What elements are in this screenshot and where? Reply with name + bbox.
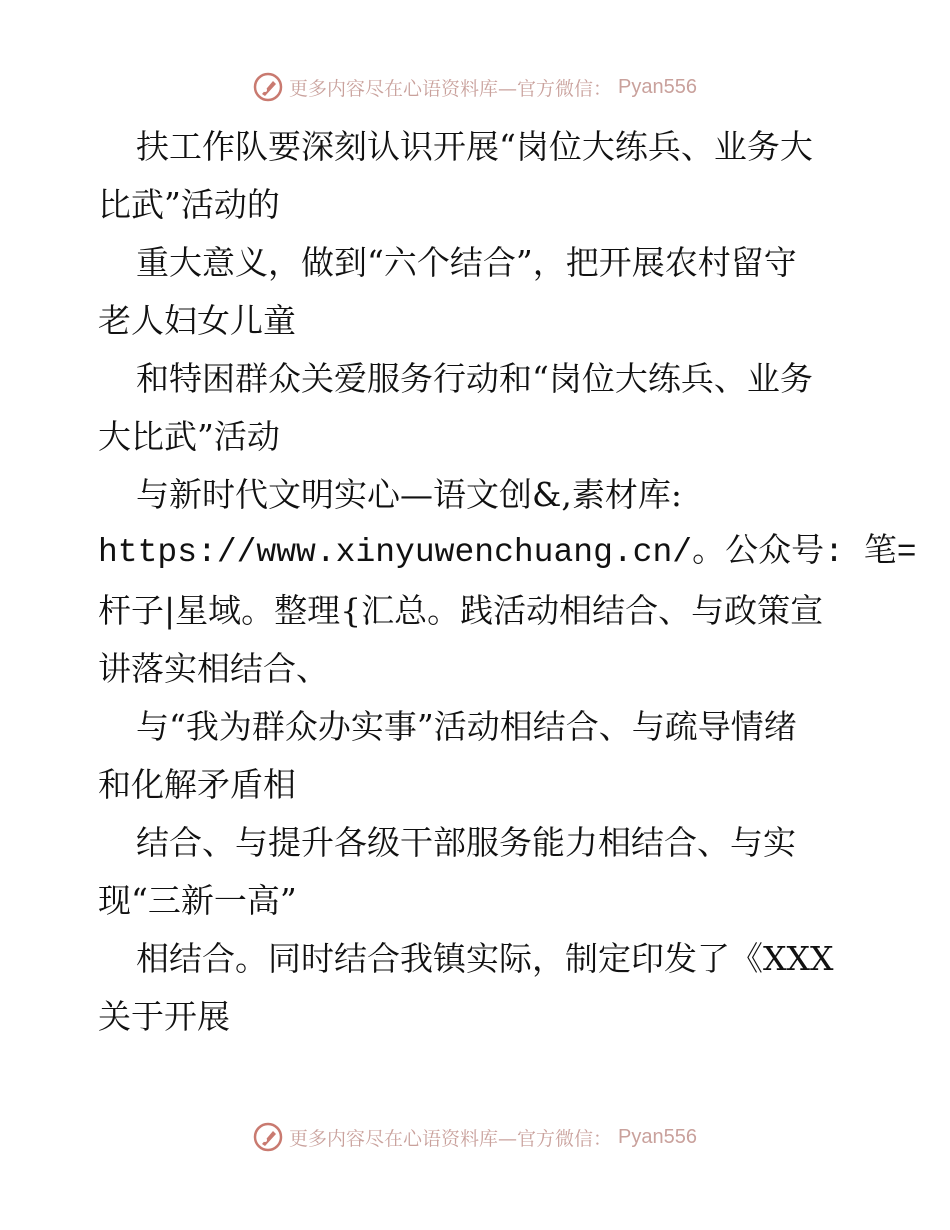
header-watermark bbox=[0, 72, 950, 102]
text-line: 老人妇女儿童 bbox=[98, 301, 296, 340]
watermark-wechat-id: Pyan556 bbox=[618, 1125, 697, 1148]
text-line: 讲落实相结合、 bbox=[98, 649, 329, 688]
text-line: 与新时代文明实心—语文创&,素材库: bbox=[136, 475, 682, 514]
text-line: 和特困群众关爱服务行动和“岗位大练兵、业务 bbox=[136, 359, 813, 398]
document-body bbox=[98, 118, 917, 1046]
text-line: 比武”活动的 bbox=[98, 185, 280, 224]
text-line: 现“三新一高” bbox=[98, 881, 297, 920]
text-line: 杆子|星域。整理{汇总。践活动相结合、与政策宣 bbox=[98, 591, 824, 630]
text-line: 扶工作队要深刻认识开展“岗位大练兵、业务大 bbox=[136, 127, 813, 166]
text-line: 大比武”活动 bbox=[98, 417, 280, 456]
pen-logo-icon bbox=[253, 1122, 283, 1152]
footer-watermark bbox=[0, 1122, 950, 1152]
text-line: https://www.xinyuwenchuang.cn/。公众号: 笔= bbox=[98, 534, 917, 571]
text-line: 和化解矛盾相 bbox=[98, 765, 296, 804]
text-line: 重大意义，做到“六个结合”，把开展农村留守 bbox=[136, 243, 797, 282]
text-line: 关于开展 bbox=[98, 997, 230, 1036]
pen-logo-icon bbox=[253, 72, 283, 102]
text-line: 与“我为群众办实事”活动相结合、与疏导情绪 bbox=[136, 707, 797, 746]
text-line: 结合、与提升各级干部服务能力相结合、与实 bbox=[136, 823, 796, 862]
watermark-text: 更多内容尽在心语资料库—官方微信： bbox=[289, 77, 613, 100]
text-line: 相结合。同时结合我镇实际，制定印发了《XXX bbox=[136, 939, 834, 978]
watermark-wechat-id: Pyan556 bbox=[618, 75, 697, 98]
watermark-text: 更多内容尽在心语资料库—官方微信： bbox=[289, 1127, 613, 1150]
